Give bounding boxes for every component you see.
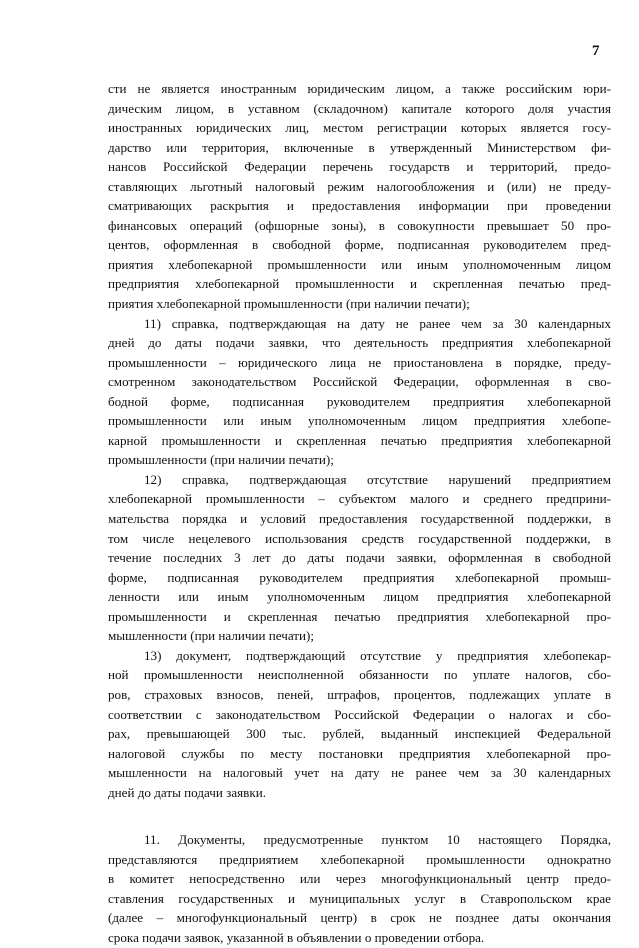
text-line: ров, страховых взносов, пеней, штрафов, процентов, подлежащих уплате в xyxy=(108,686,611,702)
text-line: 13) документ, подтверждающий отсутствие у предприятия хлебопекар- xyxy=(144,647,611,663)
text-line: 11) справка, подтверждающая на дату не ранее чем за 30 календарных xyxy=(144,315,611,331)
text-line: финансовых операций (офшорные зоны), в совокупности превышает 50 про- xyxy=(108,217,611,233)
text-line: хлебопекарной промышленности – субъектом малого и среднего предприни- xyxy=(108,491,611,507)
text-line: дней до даты подачи заявки, что деятельность предприятия хлебопекарной xyxy=(108,335,611,351)
text-line: промышленности – юридического лица не приостановлена в порядке, преду- xyxy=(108,354,611,370)
paragraph-item-11 xyxy=(108,314,611,470)
paragraph-item-12 xyxy=(108,470,611,646)
text-line: 12) справка, подтверждающая отсутствие нарушений предприятием xyxy=(144,471,611,487)
text-line: промышленности (при наличии печати); xyxy=(108,452,334,468)
text-line: иностранных юридических лиц, местом регистрации которых является госу- xyxy=(108,120,611,136)
text-line: ставления государственных и муниципальных услуг в Ставропольском крае xyxy=(108,890,611,906)
text-line: промышленности и скрепленная печатью предприятия хлебопекарной про- xyxy=(108,608,611,624)
text-line: в комитет непосредственно или через многофункциональный центр предо- xyxy=(108,871,611,887)
text-line: мательства порядка и условий предоставления государственной поддержки, в xyxy=(108,511,611,527)
text-line: дней до даты подачи заявки. xyxy=(108,784,266,800)
text-line: (далее – многофункциональный центр) в срок не позднее даты окончания xyxy=(108,910,611,926)
text-line: мышленности (при наличии печати); xyxy=(108,628,315,644)
text-line: налоговой службы по месту постановки предприятия хлебопекарной про- xyxy=(108,745,611,761)
text-line: ленности или иным уполномоченным лицом предприятия хлебопекарной xyxy=(108,589,611,605)
text-line: мышленности на налоговый учет на дату не ранее чем за 30 календарных xyxy=(108,765,611,781)
text-line: сти не является иностранным юридическим лицом, а также российским юри- xyxy=(108,81,611,96)
text-line: форме, подписанная руководителем предприятия хлебопекарной промыш- xyxy=(108,569,611,585)
text-line: рах, превышающей 300 тыс. рублей, выданный инспекцией Федеральной xyxy=(108,726,611,742)
document-body xyxy=(108,79,611,948)
paragraph-section-11 xyxy=(108,830,611,947)
text-line: смотренном законодательством Российской Федерации, оформленная в сво- xyxy=(108,374,611,390)
text-line: дарство или территория, включенные в утвержденный Министерством фи- xyxy=(108,139,611,155)
paragraph-item-13 xyxy=(108,646,611,802)
text-line: 11. Документы, предусмотренные пунктом 10 настоящего Порядка, xyxy=(144,832,611,848)
text-line: центов, оформленная в свободной форме, подписанная руководителем пред- xyxy=(108,237,611,253)
text-line: промышленности или иным уполномоченным лицом предприятия хлебопе- xyxy=(108,413,611,429)
text-line: том числе нецелевого использования средств государственной поддержки, в xyxy=(108,530,611,546)
text-line: течение последних 3 лет до даты подачи заявки, оформленная в свободной xyxy=(108,550,611,566)
page-number: 7 xyxy=(592,43,600,59)
text-line: дическим лицом, в уставном (складочном) капитале которого доля участия xyxy=(108,100,611,116)
text-line: ставляющих льготный налоговый режим налогообложения и (или) не преду- xyxy=(108,178,611,194)
text-line: нансов Российской Федерации перечень государств и территорий, предо- xyxy=(108,159,611,175)
text-line: приятия хлебопекарной промышленности (при наличии печати); xyxy=(108,296,470,312)
text-line: карной промышленности и скрепленная печатью предприятия хлебопекарной xyxy=(108,432,611,448)
text-line: предприятия хлебопекарной промышленности и скрепленная печатью пред- xyxy=(108,276,611,292)
text-line: сматривающих раскрытия и предоставления информации при проведении xyxy=(108,198,611,214)
text-line: представляются предприятием хлебопекарной промышленности однократно xyxy=(108,851,611,867)
text-line: соответствии с законодательством Российской Федерации о налогах и сбо- xyxy=(108,706,611,722)
paragraph-continuation xyxy=(108,79,611,314)
text-line: срока подачи заявок, указанной в объявлении о проведении отбора. xyxy=(108,929,485,945)
text-line: бодной форме, подписанная руководителем предприятия хлебопекарной xyxy=(108,393,611,409)
paragraph-gap xyxy=(108,802,611,830)
text-line: ной промышленности неисполненной обязанности по уплате налогов, сбо- xyxy=(108,667,611,683)
text-line: приятия хлебопекарной промышленности или иным уполномоченным лицом xyxy=(108,256,611,272)
